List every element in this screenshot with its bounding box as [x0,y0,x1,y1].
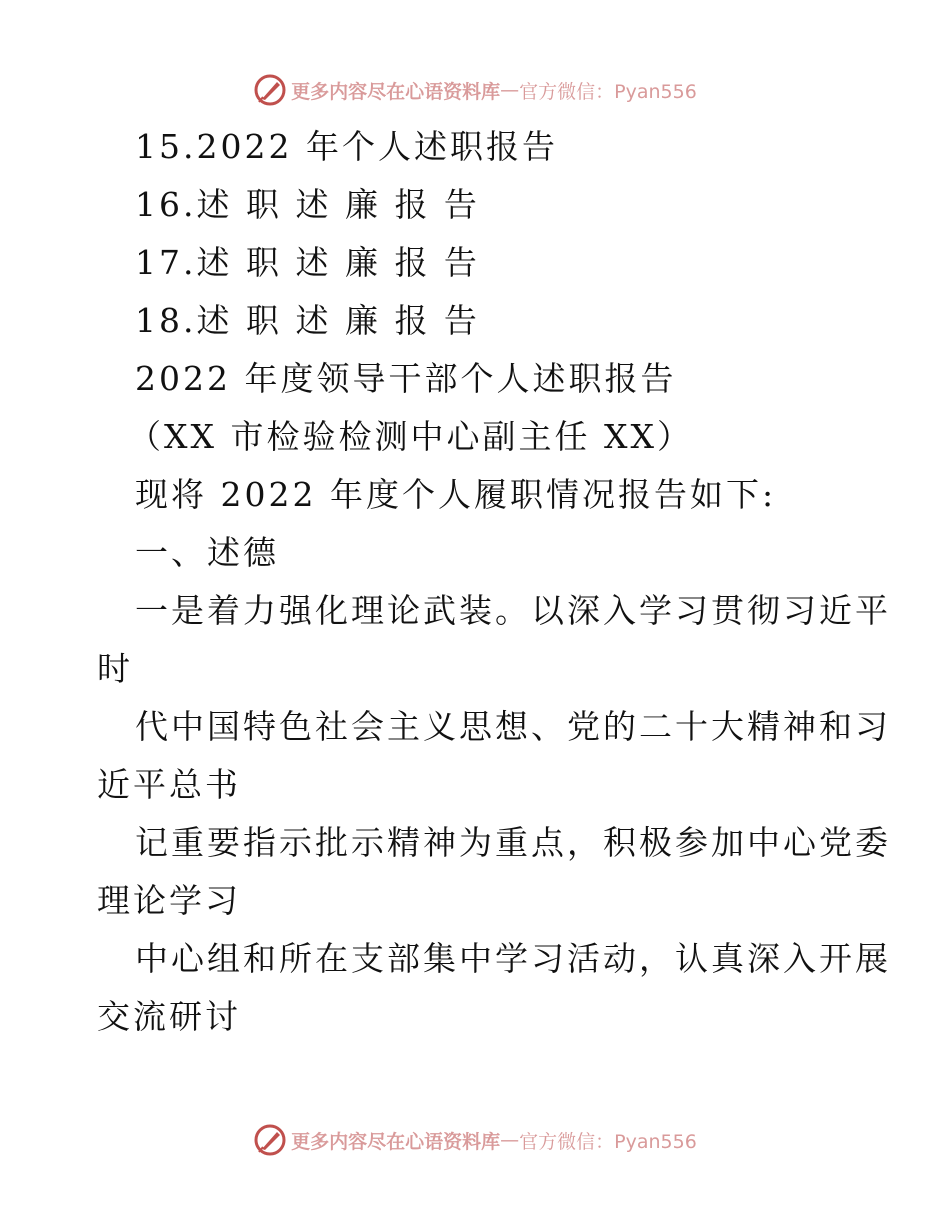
paragraph-line: 中心组和所在支部集中学习活动，认真深入开展 [135,939,891,978]
section-heading: 一、述德 [135,533,279,572]
author-line: （XX 市检验检测中心副主任 XX） [128,417,693,456]
paragraph-line: 时 [97,649,133,688]
quill-pen-circle-icon [253,73,287,107]
document-title: 2022 年度领导干部个人述职报告 [135,359,677,398]
watermark-separator: — [500,1129,520,1151]
watermark-wechat: 官方微信：Pyan556 [519,1130,697,1153]
paragraph-line: 交流研讨 [97,997,241,1036]
toc-item-17: 17.述 职 述 廉 报 告 [135,243,480,282]
header-watermark [0,70,950,110]
paragraph-line: 代中国特色社会主义思想、党的二十大精神和习 [135,707,891,746]
toc-item-16: 16.述 职 述 廉 报 告 [135,185,480,224]
footer-watermark [0,1120,950,1160]
intro-paragraph: 现将 2022 年度个人履职情况报告如下: [135,475,777,514]
toc-item-15: 15.2022 年个人述职报告 [135,127,558,166]
watermark-wechat: 官方微信：Pyan556 [519,80,697,103]
watermark-brand: 更多内容尽在心语资料库 [291,80,501,103]
paragraph-line: 记重要指示批示精神为重点，积极参加中心党委 [135,823,891,862]
toc-item-18: 18.述 职 述 廉 报 告 [135,301,480,340]
quill-pen-circle-icon [253,1123,287,1157]
watermark-separator: — [500,79,520,101]
paragraph-line: 近平总书 [97,765,241,804]
paragraph-line: 理论学习 [97,881,241,920]
watermark-brand: 更多内容尽在心语资料库 [291,1130,501,1153]
document-body [0,118,950,1046]
paragraph-line: 一是着力强化理论武装。以深入学习贯彻习近平 [135,591,891,630]
